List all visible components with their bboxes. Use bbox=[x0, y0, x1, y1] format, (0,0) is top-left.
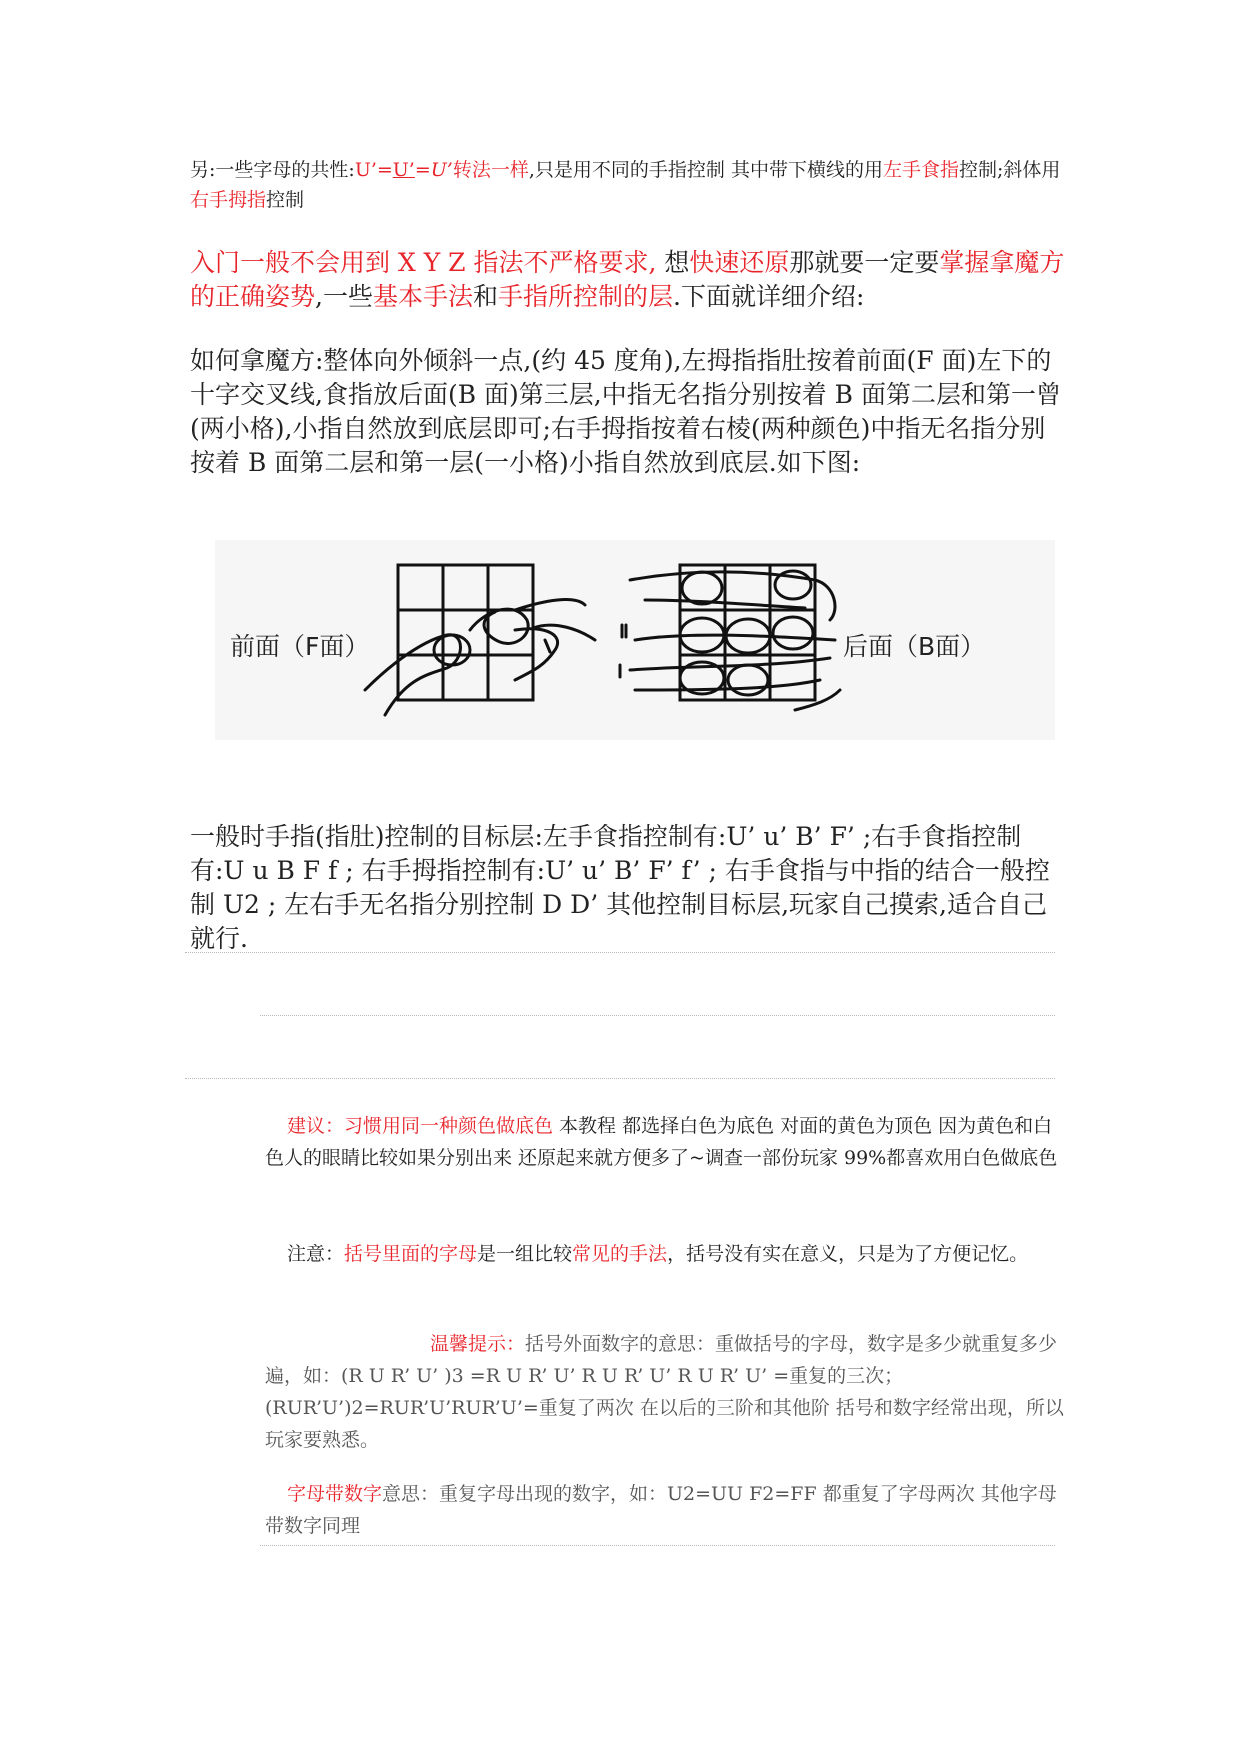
text: 控制;斜体用 bbox=[958, 159, 1061, 181]
text: 想 bbox=[656, 248, 690, 277]
text: 另:一些字母的共性: bbox=[190, 159, 355, 181]
text: 那就要一定要 bbox=[789, 248, 940, 277]
text: 字母带数字 bbox=[287, 1483, 383, 1505]
text: = bbox=[414, 159, 431, 181]
text: ,一些 bbox=[315, 282, 373, 311]
text: 基本手法 bbox=[372, 282, 473, 311]
hand-position-figure bbox=[215, 540, 1055, 740]
note-suggestion bbox=[265, 1110, 1065, 1174]
note-letter-number bbox=[265, 1478, 1065, 1542]
text: 是一组比较 bbox=[477, 1243, 573, 1265]
text: 和 bbox=[472, 282, 498, 311]
paragraph-finger-targets: 一般时手指(指肚)控制的目标层:左手食指控制有:U’ u’ B’ F’ ;右手食指控制有:U u B F f ; 右手拇指控制有:U’ u’ B’ F’ f’ ; 右手食指与中指的结合一般控制 U2 ; 左右手无名指分别控制 D D’ 其他控制目标层,玩家自己摸索,适合自己就行. bbox=[190, 822, 1050, 953]
text: 快速还原 bbox=[689, 248, 790, 277]
text: 入门一般不会用到 X Y Z 指法不严格要求, bbox=[190, 248, 657, 277]
divider bbox=[260, 1545, 1055, 1546]
divider bbox=[260, 1015, 1055, 1016]
paragraph-how-to-hold: 如何拿魔方:整体向外倾斜一点,(约 45 度角),左拇指指肚按着前面(F 面)左下的十字交叉线,食指放后面(B 面)第三层,中指无名指分别按着 B 面第二层和第一曾(两小格),小指自然放到底层即可;右手拇指按着右棱(两种颜色)中指无名指分别按着 B 面第二层和第一层(一小格)小指自然放到底层.如下图: bbox=[190, 346, 1061, 477]
text: 左手食指 bbox=[882, 159, 959, 181]
note-attention bbox=[265, 1238, 1065, 1270]
text: ,只是用不同的手指控制 其中带下横线的用 bbox=[528, 159, 883, 181]
text: 温馨提示： bbox=[430, 1333, 526, 1355]
paragraph-intro bbox=[190, 246, 1070, 314]
text: U’ bbox=[392, 159, 415, 181]
text: 括号外面数字的意思：重做括号的字母，数字是多少就重复多少遍，如：(R U R’ U’ )3 =R U R’ U’ R U R’ U’ R U R’ U’ =重复的三次；(RUR’U’)2=RUR’U’RUR’U’=重复了两次 在以后的三阶和其他阶 括号和数字经常出现，所以玩家要熟悉。 bbox=[265, 1333, 1064, 1451]
note-tip bbox=[265, 1328, 1065, 1456]
text: 本教程 都选择白色为底色 对面的黄色为顶色 因为黄色和白色人的眼睛比较如果分别出来 还原起来就方便多了~调查一部份玩家 99%都喜欢用白色做底色 bbox=[265, 1115, 1058, 1169]
text: U’= bbox=[354, 159, 393, 181]
text: 掌握拿魔方的正确姿势 bbox=[190, 248, 1065, 311]
paragraph-letter-commonality bbox=[190, 155, 1070, 215]
text: .下面就详细介绍: bbox=[673, 282, 865, 311]
text: U’ bbox=[430, 159, 453, 181]
text: 手指所控制的层 bbox=[498, 282, 674, 311]
back-face-label: 后面（B面） bbox=[843, 632, 986, 661]
front-face-label: 前面（F面） bbox=[230, 632, 370, 661]
text: 常见的手法 bbox=[572, 1243, 668, 1265]
text: 转法一样 bbox=[452, 159, 529, 181]
divider bbox=[185, 952, 1055, 953]
text: 括号里面的字母 bbox=[344, 1243, 478, 1265]
text: 右手拇指 bbox=[190, 189, 267, 211]
text: ，括号没有实在意义，只是为了方便记忆。 bbox=[667, 1243, 1029, 1265]
hand-diagram bbox=[215, 540, 1055, 740]
text: 注意： bbox=[287, 1243, 345, 1265]
text: 控制 bbox=[266, 189, 305, 211]
text: 意思：重复字母出现的数字，如：U2=UU F2=FF 都重复了字母两次 其他字母带数字同理 bbox=[265, 1483, 1057, 1537]
text: 建议：习惯用同一种颜色做底色 bbox=[287, 1115, 554, 1137]
divider bbox=[185, 1078, 1055, 1079]
